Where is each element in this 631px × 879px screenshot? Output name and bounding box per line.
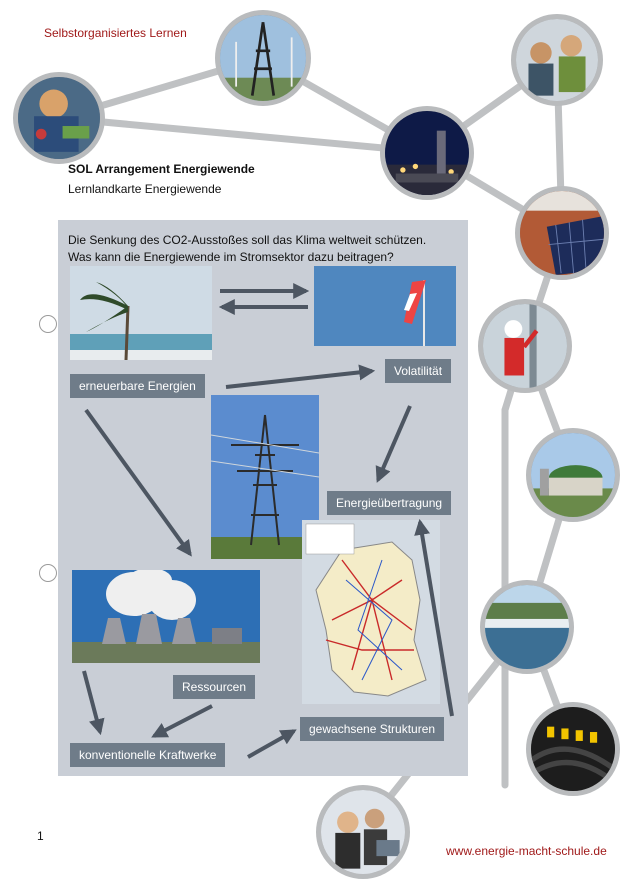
arrow-resources-to-conventional [154,706,212,736]
arrow-conventional-to-structures [248,731,294,757]
header-tagline: Selbstorganisiertes Lernen [44,26,187,40]
page-number: 1 [37,829,44,843]
label-renewable-energies: erneuerbare Energien [70,374,205,398]
label-energy-transmission: Energieübertragung [327,491,451,515]
arrow-volatility-to-transmission [378,406,410,480]
arrow-coal-to-conventional [84,671,100,732]
footer-url: www.energie-macht-schule.de [446,844,607,858]
page-subtitle: Lernlandkarte Energiewende [68,182,222,196]
page-title: SOL Arrangement Energiewende [68,162,255,176]
arrow-renewable-to-volatility [226,371,372,387]
label-volatility: Volatilität [385,359,451,383]
label-resources: Ressourcen [173,675,255,699]
question-line-2: Was kann die Energiewende im Stromsektor dazu beitragen? [68,250,394,264]
label-grown-structures: gewachsene Strukturen [300,717,444,741]
label-conventional-plants: konventionelle Kraftwerke [70,743,225,767]
arrow-structures-to-transmission [420,522,452,716]
binder-hole-top [39,315,57,333]
binder-hole-bottom [39,564,57,582]
arrow-renewable-to-coal [86,410,190,554]
question-line-1: Die Senkung des CO2-Ausstoßes soll das Klima weltweit schützen. [68,233,427,247]
